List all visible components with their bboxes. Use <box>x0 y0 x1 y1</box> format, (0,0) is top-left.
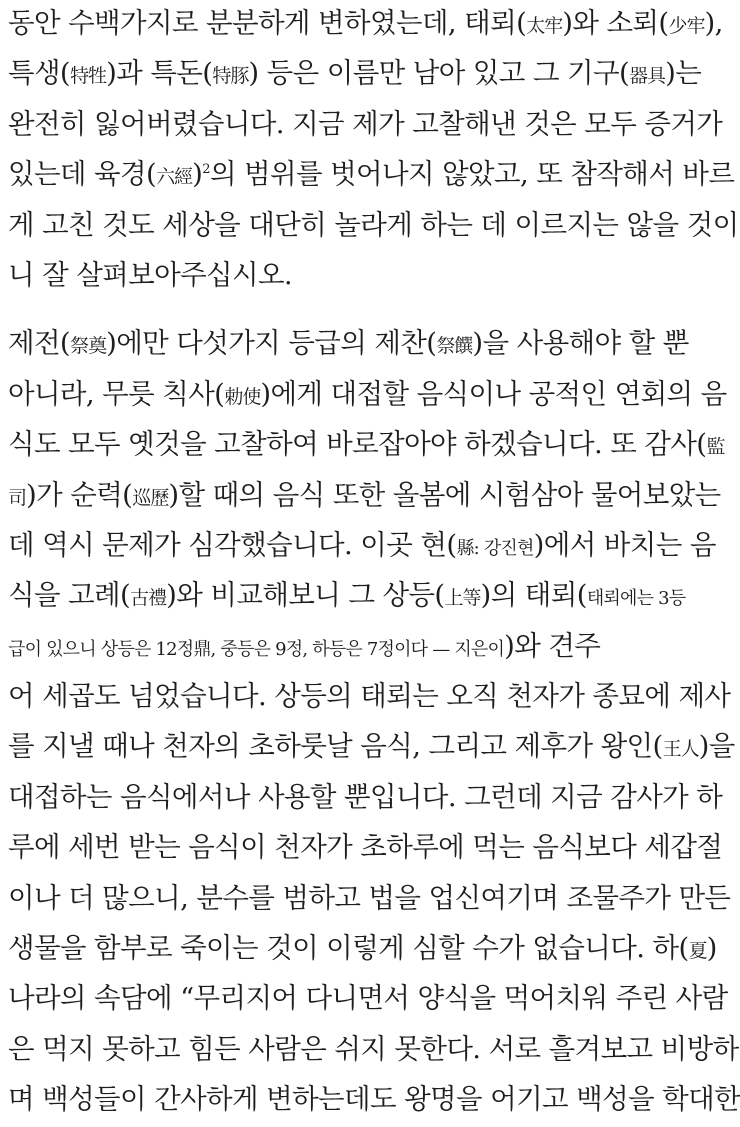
text-segment: 어 세곱도 넘었습니다. 상등의 태뢰는 오직 천자가 종묘에 제사 <box>8 680 731 713</box>
text-line <box>8 48 714 98</box>
hanja-gloss: 王人 <box>662 738 699 761</box>
text-segment: ), <box>704 7 723 39</box>
hanja-gloss: 少牢 <box>668 15 705 37</box>
text-line <box>8 250 714 300</box>
text-line <box>8 1024 739 1074</box>
text-segment: 이나 더 많으니, 분수를 범하고 법을 업신여기며 조물주가 만든 <box>8 881 731 914</box>
hanja-gloss: 器具 <box>629 65 666 88</box>
text-segment: 루에 세번 받는 음식이 천자가 초하루에 먹는 음식보다 세갑절 <box>8 831 723 864</box>
text-segment: 있는데 육경( <box>8 158 157 191</box>
text-line <box>8 419 725 469</box>
inline-note: 태뢰에는 3등 <box>586 588 686 610</box>
text-segment: 데 역시 문제가 심각했습니다. 이곳 현( <box>8 528 457 561</box>
text-segment: )의 태뢰( <box>480 579 587 612</box>
text-line <box>8 1074 740 1124</box>
text-segment: 대접하는 음식에서나 사용할 뿐입니다. 그런데 지금 감사가 하 <box>8 780 723 813</box>
text-segment: )와 비교해보니 그 상등( <box>166 579 445 612</box>
text-segment: ) <box>192 158 203 191</box>
text-segment: 완전히 잃어버렸습니다. 지금 제가 고찰해낸 것은 모두 증거가 <box>8 107 723 140</box>
text-segment: 를 지낼 때나 천자의 초하룻날 음식, 그리고 제후가 왕인( <box>8 730 663 763</box>
text-segment: 며 백성들이 간사하게 변하는데도 왕명을 어기고 백성을 학대한 <box>8 1083 740 1116</box>
footnote-ref: 2 <box>202 162 210 178</box>
text-line <box>8 570 714 620</box>
hanja-gloss: 古禮 <box>130 587 167 610</box>
text-segment: )와 견주 <box>504 629 601 662</box>
text-line <box>8 721 735 771</box>
text-line <box>8 369 727 419</box>
text-segment: 제전( <box>8 327 71 360</box>
text-line <box>8 470 721 520</box>
text-segment: )에게 대접할 음식이나 공적인 연회의 음 <box>260 377 727 410</box>
text-line <box>8 149 735 199</box>
text-line <box>8 822 723 872</box>
text-line <box>8 973 728 1023</box>
text-segment: 특생( <box>8 57 71 90</box>
hanja-gloss: 祭奠 <box>70 335 107 358</box>
text-segment: ) <box>706 932 717 965</box>
text-segment: 게 고친 것도 세상을 대단히 놀라게 하는 데 이르지는 않을 것이 <box>8 208 739 241</box>
hanja-gloss: 特牲 <box>70 65 107 88</box>
text-segment: ) 등은 이름만 남아 있고 그 기구( <box>248 57 630 90</box>
text-segment: 생물을 함부로 죽이는 것이 이렇게 심할 수가 없습니다. 하( <box>8 932 689 965</box>
hanja-gloss: 上等 <box>444 587 481 610</box>
text-line <box>8 318 714 368</box>
text-line <box>8 0 723 48</box>
hanja-gloss: 六經 <box>156 166 193 189</box>
hanja-gloss: 司 <box>8 486 27 509</box>
hanja-gloss: 祭饌 <box>436 335 473 358</box>
text-line <box>8 873 731 923</box>
text-segment: )할 때의 음식 또한 올봄에 시험삼아 물어보았는 <box>168 478 721 511</box>
text-segment: )에서 바치는 음 <box>533 528 716 561</box>
text-segment: )에만 다섯가지 등급의 제찬( <box>106 327 437 360</box>
text-segment: 은 먹지 못하고 힘든 사람은 쉬지 못한다. 서로 흘겨보고 비방하 <box>8 1032 739 1065</box>
text-segment: 식을 고례( <box>8 579 131 612</box>
text-body <box>8 0 740 1125</box>
inline-note: 縣: 강진현 <box>456 537 534 559</box>
text-segment: 동안 수백가지로 분분하게 변하였는데, 태뢰( <box>8 7 527 39</box>
text-segment: 니 잘 살펴보아주십시오. <box>8 258 293 291</box>
text-line <box>8 671 731 721</box>
text-segment: )는 <box>665 57 702 90</box>
hanja-gloss: 太牢 <box>526 15 563 37</box>
text-segment: )을 <box>698 730 735 763</box>
hanja-gloss: 巡歷 <box>132 486 169 509</box>
text-segment: )을 사용해야 할 뿐 <box>472 327 689 360</box>
text-segment: 의 범위를 벗어나지 않았고, 또 참작해서 바르 <box>209 158 735 191</box>
hanja-gloss: 監 <box>706 436 725 459</box>
text-segment: )가 순력( <box>26 478 133 511</box>
text-line <box>8 520 714 570</box>
text-segment: 식도 모두 옛것을 고찰하여 바로잡아야 하겠습니다. 또 감사( <box>8 428 707 461</box>
text-line <box>8 772 723 822</box>
inline-note: 급이 있으니 상등은 12정鼎, 중등은 9정, 하등은 7정이다 — 지은이 <box>8 638 505 660</box>
hanja-gloss: 特豚 <box>212 65 249 88</box>
text-segment: 아니라, 무릇 칙사( <box>8 377 225 410</box>
text-segment: 나라의 속담에 “무리지어 다니면서 양식을 먹어치워 주린 사람 <box>8 982 728 1015</box>
text-segment: )와 소뢰( <box>562 7 669 39</box>
hanja-gloss: 勅使 <box>224 385 261 408</box>
text-line <box>8 621 714 671</box>
text-line <box>8 99 723 149</box>
text-segment: )과 특돈( <box>106 57 213 90</box>
text-line <box>8 200 739 250</box>
hanja-gloss: 夏 <box>688 940 707 963</box>
text-line <box>8 923 717 973</box>
